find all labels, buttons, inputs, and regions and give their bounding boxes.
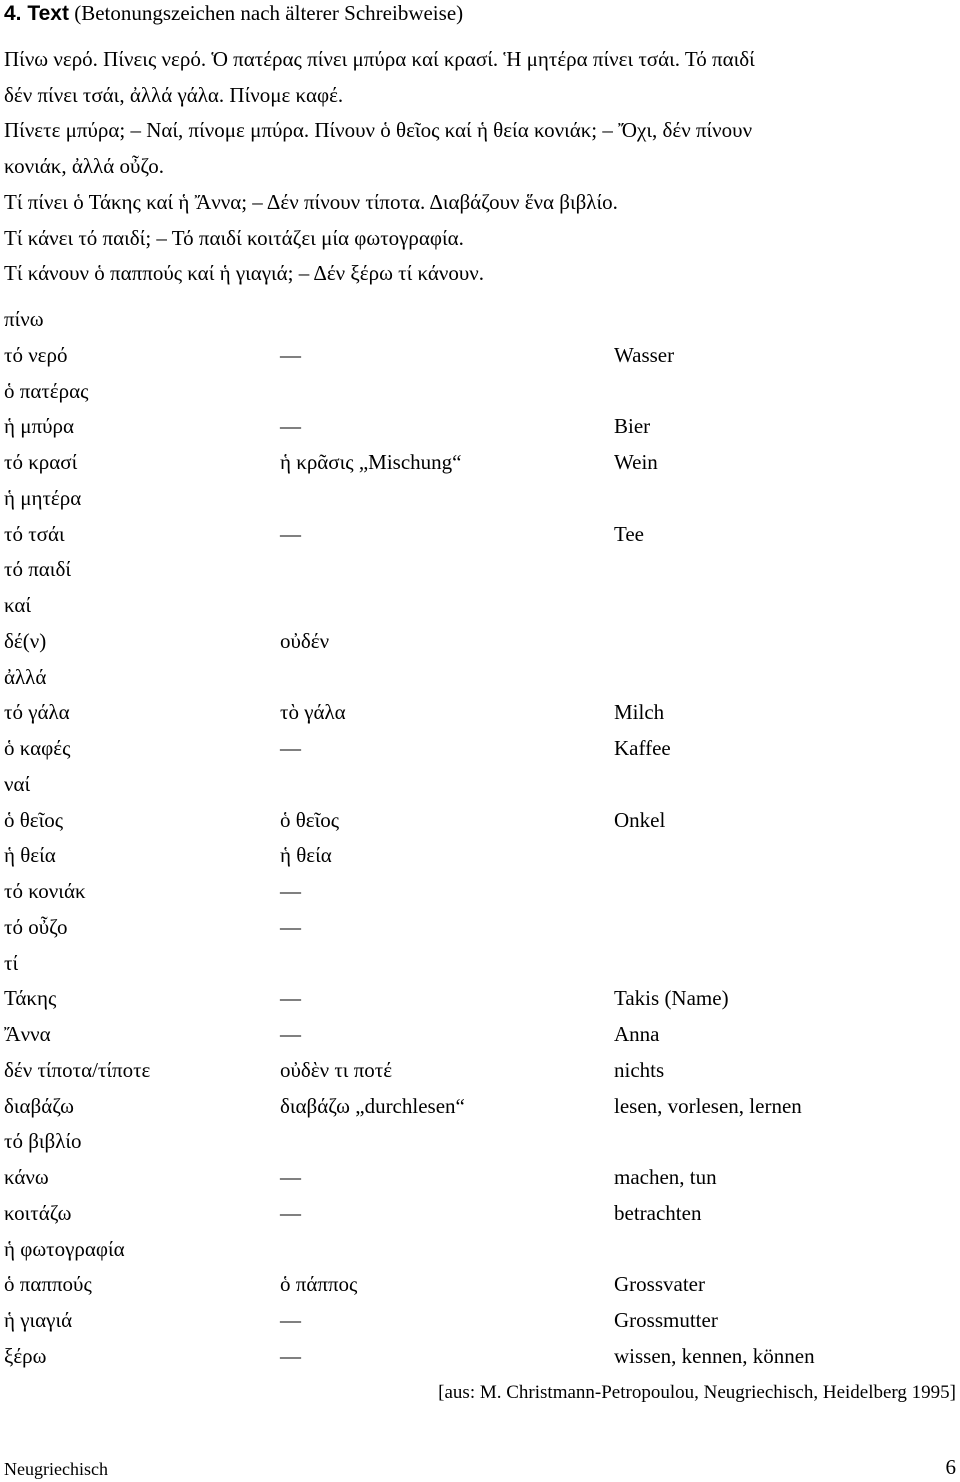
- vocab-row: [4, 1017, 956, 1053]
- vocab-greek: ἡ γιαγιά: [4, 1308, 73, 1332]
- text-line: Πίνω νερό. Πίνεις νερό. Ὁ πατέρας πίνει μπύρα καί κρασί. Ἡ μητέρα πίνει τσάι. Τό παιδί: [4, 47, 755, 71]
- vocab-row: [4, 1089, 956, 1125]
- vocab-greek: τό οὖζο: [4, 914, 68, 939]
- vocab-ancient: —: [280, 914, 301, 939]
- vocab-german: lesen, vorlesen, lernen: [614, 1093, 802, 1118]
- vocab-row: [4, 374, 956, 410]
- vocab-ancient: —: [280, 414, 301, 439]
- vocab-greek: τό νερό: [4, 342, 68, 367]
- vocab-row: [4, 874, 956, 910]
- vocab-greek: καί: [4, 593, 32, 617]
- vocab-row: [4, 1124, 956, 1160]
- text-line: Τί πίνει ὁ Τάκης καί ἡ Ἄννα; – Δέν πίνουν τίποτα. Διαβάζουν ἕνα βιβλίο.: [4, 189, 618, 214]
- vocab-german: betrachten: [614, 1200, 702, 1225]
- section-heading: [4, 0, 463, 27]
- vocab-row: [4, 803, 956, 839]
- vocab-german: Wasser: [614, 342, 675, 367]
- vocab-row: [4, 946, 956, 982]
- vocab-row: [4, 1053, 956, 1089]
- vocab-greek: ξέρω: [4, 1343, 47, 1368]
- vocab-greek: τό παιδί: [4, 557, 71, 582]
- vocab-greek: πίνω: [4, 307, 44, 331]
- section-note: (Betonungszeichen nach älterer Schreibweise): [74, 1, 464, 25]
- vocab-greek: διαβάζω: [4, 1093, 74, 1118]
- vocab-row: [4, 624, 956, 660]
- vocab-row: [4, 302, 956, 338]
- text-line: κονιάκ, ἀλλά οὖζο.: [4, 154, 165, 179]
- vocab-ancient: —: [280, 342, 301, 367]
- vocab-ancient: οὐδέν: [280, 628, 330, 653]
- vocab-row: [4, 910, 956, 946]
- vocab-german: Grossvater: [614, 1272, 705, 1297]
- vocab-row: [4, 1267, 956, 1303]
- vocab-greek: τί: [4, 950, 19, 975]
- vocab-greek: ἀλλά: [4, 664, 47, 689]
- vocab-row: [4, 660, 956, 696]
- vocab-ancient: —: [280, 521, 301, 546]
- vocab-german: Kaffee: [614, 736, 671, 760]
- vocab-greek: ὁ παππούς: [4, 1272, 92, 1297]
- vocab-ancient: ὁ πάππος: [280, 1272, 358, 1297]
- vocab-german: Wein: [614, 450, 658, 474]
- vocab-greek: δέν τίποτα/τίποτε: [4, 1057, 151, 1082]
- vocab-ancient: —: [280, 736, 301, 760]
- vocab-ancient: —: [280, 1343, 301, 1368]
- vocab-german: machen, tun: [614, 1165, 717, 1189]
- vocab-ancient: —: [280, 879, 301, 903]
- vocab-greek: ἡ μητέρα: [4, 485, 82, 510]
- vocab-german: Takis (Name): [614, 986, 729, 1011]
- vocab-german: Grossmutter: [614, 1308, 718, 1332]
- vocab-greek: ὁ καφές: [4, 736, 71, 760]
- vocab-row: [4, 838, 956, 874]
- vocab-row: [4, 517, 956, 553]
- vocab-row: [4, 445, 956, 481]
- vocab-greek: ὁ θεῖος: [4, 807, 64, 832]
- vocab-greek: κοιτάζω: [4, 1200, 72, 1225]
- vocab-ancient: ἡ θεία: [280, 843, 332, 868]
- footer-title: Neugriechisch: [4, 1459, 108, 1479]
- vocab-german: Tee: [614, 521, 645, 546]
- text-line: δέν πίνει τσάι, ἀλλά γάλα. Πίνομε καφέ.: [4, 82, 344, 107]
- vocab-row: [4, 981, 956, 1017]
- vocab-row: [4, 481, 956, 517]
- vocab-ancient: τὸ γάλα: [280, 700, 346, 725]
- vocabulary-table: [4, 302, 956, 1375]
- vocab-greek: τό κρασί: [4, 450, 78, 474]
- vocab-german: Bier: [614, 414, 651, 439]
- vocab-greek: Ἄννα: [4, 1022, 51, 1046]
- vocab-ancient: διαβάζω „durchlesen“: [280, 1093, 465, 1118]
- page-number: 6: [945, 1455, 956, 1479]
- vocab-row: [4, 1196, 956, 1232]
- vocab-german: wissen, kennen, können: [614, 1343, 815, 1368]
- vocab-row: [4, 552, 956, 588]
- vocab-ancient: οὐδὲν τι ποτέ: [280, 1057, 393, 1082]
- vocab-greek: κάνω: [4, 1165, 49, 1189]
- text-line: Τί κάνουν ὁ παππούς καί ἡ γιαγιά; – Δέν ξέρω τί κάνουν.: [4, 261, 485, 286]
- vocab-greek: ναί: [4, 771, 31, 796]
- vocab-row: [4, 588, 956, 624]
- vocab-ancient: ὁ θεῖος: [280, 807, 340, 832]
- source-citation: [aus: M. Christmann-Petropoulou, Neugriechisch, Heidelberg 1995]: [438, 1382, 956, 1403]
- vocab-greek: ἡ φωτογραφία: [4, 1236, 125, 1261]
- vocab-row: [4, 1303, 956, 1339]
- vocab-ancient: —: [280, 1022, 301, 1046]
- vocab-row: [4, 338, 956, 374]
- vocab-ancient: —: [280, 1308, 301, 1332]
- reading-text: [4, 42, 956, 292]
- vocab-greek: τό βιβλίο: [4, 1129, 82, 1154]
- text-line: Τί κάνει τό παιδί; – Τό παιδί κοιτάζει μία φωτογραφία.: [4, 225, 464, 250]
- vocab-row: [4, 1232, 956, 1268]
- vocab-greek: τό κονιάκ: [4, 879, 86, 903]
- vocab-ancient: —: [280, 1165, 301, 1189]
- vocab-german: nichts: [614, 1057, 665, 1082]
- vocab-row: [4, 695, 956, 731]
- vocab-row: [4, 1160, 956, 1196]
- vocab-row: [4, 767, 956, 803]
- vocab-row: [4, 409, 956, 445]
- text-line: Πίνετε μπύρα; – Ναί, πίνομε μπύρα. Πίνουν ὁ θεῖος καί ἡ θεία κονιάκ; – Ὄχι, δέν πίνουν: [4, 118, 753, 143]
- vocab-row: [4, 731, 956, 767]
- vocab-greek: ἡ μπύρα: [4, 414, 74, 439]
- vocab-ancient: ἡ κρᾶσις „Mischung“: [280, 450, 462, 474]
- vocab-greek: Τάκης: [4, 986, 57, 1011]
- vocab-row: [4, 1339, 956, 1375]
- vocab-greek: τό τσάι: [4, 521, 65, 546]
- vocab-german: Milch: [614, 700, 665, 725]
- vocab-greek: ἡ θεία: [4, 843, 56, 868]
- vocab-greek: τό γάλα: [4, 700, 70, 725]
- vocab-german: Anna: [614, 1022, 660, 1046]
- vocab-greek: ὁ πατέρας: [4, 378, 89, 403]
- vocab-ancient: —: [280, 1200, 301, 1225]
- vocab-german: Onkel: [614, 807, 666, 832]
- section-title: 4. Text: [4, 2, 69, 25]
- vocab-greek: δέ(ν): [4, 628, 47, 653]
- vocab-ancient: —: [280, 986, 301, 1011]
